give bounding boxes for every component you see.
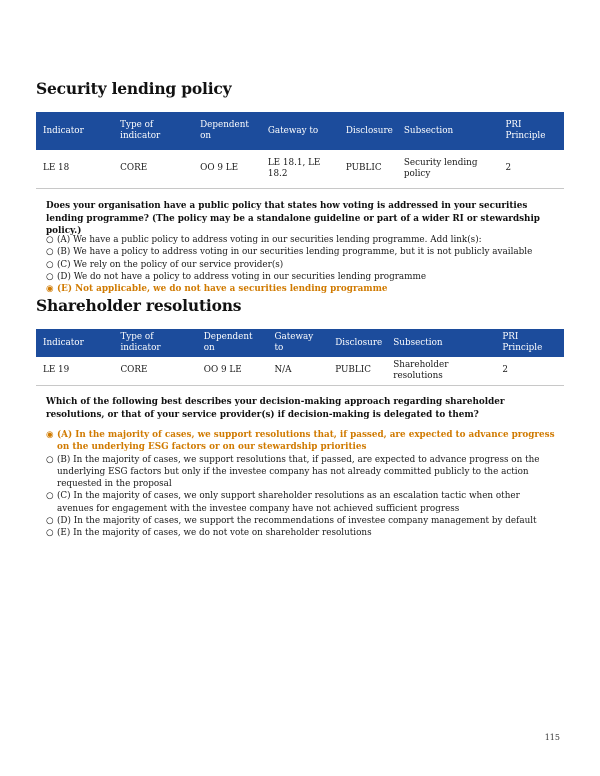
header-dependent-on: Dependent on [200, 120, 249, 141]
cell-indicator: LE 18 [43, 163, 70, 174]
table-row [36, 357, 564, 385]
header-pri-principle: PRI Principle [505, 120, 546, 141]
option-label: (A) We have a public policy to address voting in our securities lending programme. Add link(s): [57, 235, 482, 245]
cell-dependent-on: OO 9 LE [203, 365, 242, 376]
radio-selected-icon: ◉ [46, 284, 54, 295]
option-le19-c[interactable] [46, 490, 558, 515]
cell-pri-principle: 2 [502, 365, 508, 376]
question-le18: Does your organisation have a public policy that states how voting is addressed in your securities lending programme? (The policy may be a standalone guideline or part of a wider RI or stewardship policy.) [46, 201, 540, 236]
radio-icon: ○ [46, 454, 54, 465]
cell-disclosure: PUBLIC [335, 365, 371, 376]
cell-gateway-to: LE 18.1, LE 18.2 [267, 157, 321, 179]
option-label: (E) Not applicable, we do not have a securities lending programme [57, 284, 388, 295]
header-type-of-indicator: Type of indicator [120, 120, 161, 141]
options-le19 [46, 429, 558, 540]
cell-dependent-on: OO 9 LE [200, 163, 239, 174]
option-label: (B) We have a policy to address voting in our securities lending programme, but it is not publicly available [57, 247, 533, 258]
header-gateway-to: Gateway to [274, 332, 314, 353]
cell-subsection: Security lending policy [403, 157, 478, 179]
option-le18-b[interactable] [46, 246, 558, 258]
header-dependent-on: Dependent on [203, 332, 253, 353]
indicator-table-le19 [36, 329, 564, 386]
option-le19-d[interactable] [46, 515, 558, 527]
section-title-security-lending: Security lending policy [36, 79, 232, 98]
cell-subsection: Shareholder resolutions [393, 359, 449, 381]
section-title-shareholder-resolutions: Shareholder resolutions [36, 296, 242, 315]
cell-type: CORE [120, 365, 148, 376]
option-label: (E) In the majority of cases, we do not vote on shareholder resolutions [57, 528, 372, 539]
header-gateway-to: Gateway to [267, 125, 319, 136]
option-label: (D) In the majority of cases, we support the recommendations of investee company management by default [57, 516, 537, 527]
option-le18-e[interactable] [46, 283, 558, 295]
table-row [36, 150, 564, 188]
header-indicator: Indicator [43, 125, 84, 136]
option-le18-d[interactable] [46, 271, 558, 283]
option-le18-c[interactable] [46, 259, 558, 271]
radio-icon: ○ [46, 247, 54, 258]
header-indicator: Indicator [43, 337, 84, 348]
header-type-of-indicator: Type of indicator [120, 332, 161, 353]
header-subsection: Subsection [393, 337, 443, 348]
radio-selected-icon: ◉ [46, 430, 54, 440]
radio-icon: ○ [46, 235, 54, 245]
options-le18 [46, 234, 558, 295]
option-le19-e[interactable] [46, 527, 558, 539]
radio-icon: ○ [46, 528, 54, 539]
radio-icon: ○ [46, 259, 54, 270]
header-disclosure: Disclosure [345, 125, 393, 136]
option-label: (A) In the majority of cases, we support resolutions that, if passed, are expected to advance progress on the underlying ESG factors or on our stewardship priorities [57, 430, 555, 453]
cell-pri-principle: 2 [505, 163, 512, 174]
indicator-table-le18 [36, 112, 564, 189]
header-disclosure: Disclosure [335, 337, 383, 348]
header-subsection: Subsection [403, 125, 454, 136]
cell-disclosure: PUBLIC [345, 163, 382, 174]
radio-icon: ○ [46, 516, 54, 527]
option-label: (C) We rely on the policy of our service provider(s) [57, 259, 284, 270]
page-number: 115 [544, 733, 560, 742]
radio-icon: ○ [46, 271, 54, 282]
header-pri-principle: PRI Principle [502, 332, 543, 353]
option-le18-a[interactable] [46, 234, 558, 246]
option-label: (D) We do not have a policy to address voting in our securities lending programme [57, 271, 427, 282]
table-header-row [36, 112, 564, 150]
option-le19-b[interactable] [46, 454, 558, 491]
cell-gateway-to: N/A [274, 365, 292, 376]
radio-icon: ○ [46, 491, 54, 502]
table-header-row [36, 329, 564, 357]
option-label: (C) In the majority of cases, we only support shareholder resolutions as an escalation tactic when other avenues for engagement with the investee company have not achieved sufficient progress [57, 491, 520, 514]
option-label: (B) In the majority of cases, we support resolutions that, if passed, are expected to advance progress on the underlying ESG factors but only if the investee company has not already committed publicly to the action requested in the proposal [57, 454, 540, 490]
cell-indicator: LE 19 [43, 365, 70, 376]
option-le19-a[interactable] [46, 429, 558, 454]
cell-type: CORE [120, 163, 148, 174]
question-le19: Which of the following best describes your decision-making approach regarding shareholder resolutions, or that of your service provider(s) if decision-making is delegated to them? [46, 397, 505, 420]
